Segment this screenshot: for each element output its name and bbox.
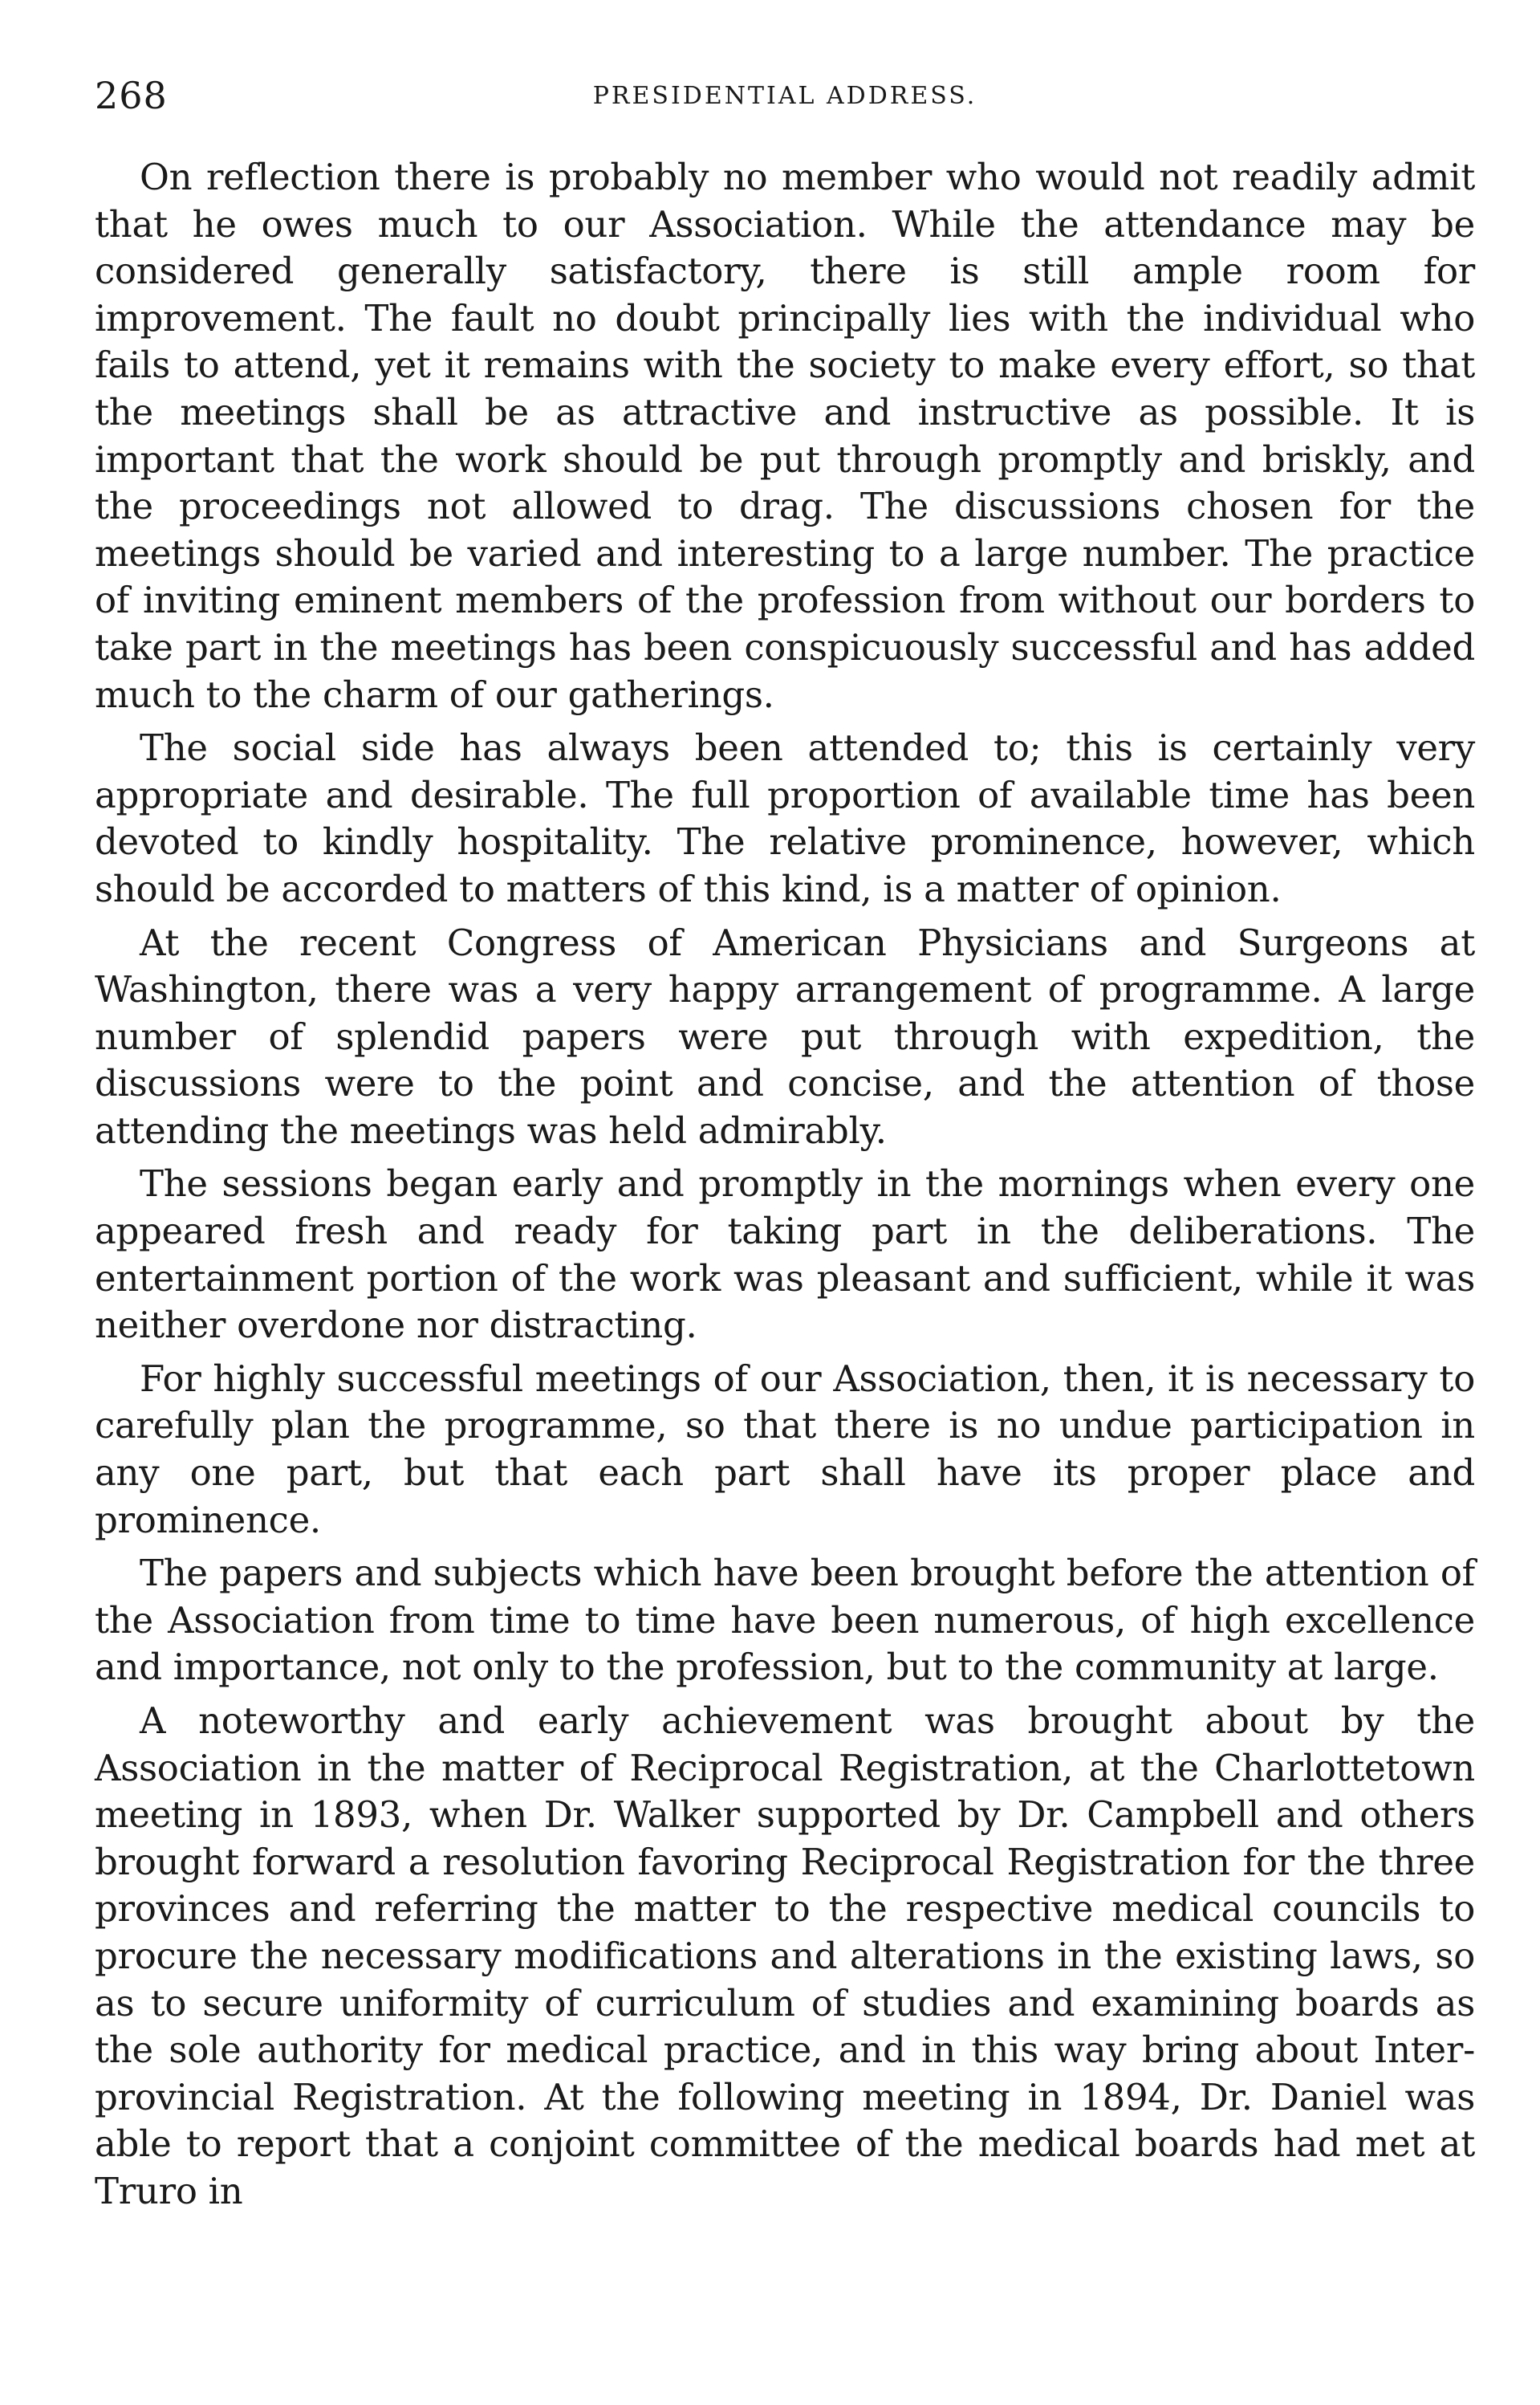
paragraph: For highly successful meetings of our Association, then, it is necessary to carefully plan the programme, so that there is no undue participation in any one part, but that each part shall have its proper place and prominence. xyxy=(95,1357,1475,1541)
running-head: PRESIDENTIAL ADDRESS. xyxy=(592,82,977,110)
paragraph: At the recent Congress of American Physicians and Surgeons at Washington, there was a very happy arrangement of programme. A large number of splendid papers were put through with expedition, the discussions were to the point and concise, and the attention of those attending the meetings was held admirably. xyxy=(95,921,1475,1152)
page-header xyxy=(95,74,1475,122)
paragraph: A noteworthy and early achievement was brought about by the Association in the matter of Reciprocal Registration, at the Charlottetown meeting in 1893, when Dr. Walker supported by Dr. Campbell and others brought forward a resolution favoring Reciprocal Registration for the three provinces and referring the matter to the respective medical councils to procure the necessary modifications and alterations in the existing laws, so as to secure uniformity of curriculum of studies and examining boards as the sole authority for medical practice, and in this way bring about Inter-provincial Registration. At the following meeting in 1894, Dr. Daniel was able to report that a conjoint committee of the medical boards had met at Truro in xyxy=(95,1699,1475,2212)
paragraph: The social side has always been attended to; this is certainly very appropriate and desirable. The full proportion of available time has been devoted to kindly hospitality. The relative prominence, however, which should be accorded to matters of this kind, is a matter of opinion. xyxy=(95,726,1475,910)
page-number: 268 xyxy=(95,74,168,117)
paragraph: The papers and subjects which have been brought before the attention of the Association from time to time have been numerous, of high excellence and importance, not only to the profession, but to the community at large. xyxy=(95,1552,1475,1689)
book-page xyxy=(95,74,1475,2222)
paragraph: The sessions began early and promptly in the mornings when every one appeared fresh and ready for taking part in the deliberations. The entertainment portion of the work was pleasant and sufficient, while it was neither overdone nor distracting. xyxy=(95,1162,1475,1347)
paragraph: On reflection there is probably no member who would not readily admit that he owes much to our Association. While the attendance may be considered generally satisfactory, there is still ample room for improvement. The fault no doubt principally lies with the individual who fails to attend, yet it remains with the society to make every effort, so that the meetings shall be as attractive and instructive as possible. It is important that the work should be put through promptly and briskly, and the proceedings not allowed to drag. The discussions chosen for the meetings should be varied and interesting to a large number. The practice of inviting eminent members of the profession from without our borders to take part in the meetings has been conspicuously successful and has added much to the charm of our gatherings. xyxy=(95,156,1475,716)
body-text xyxy=(95,154,1475,2216)
